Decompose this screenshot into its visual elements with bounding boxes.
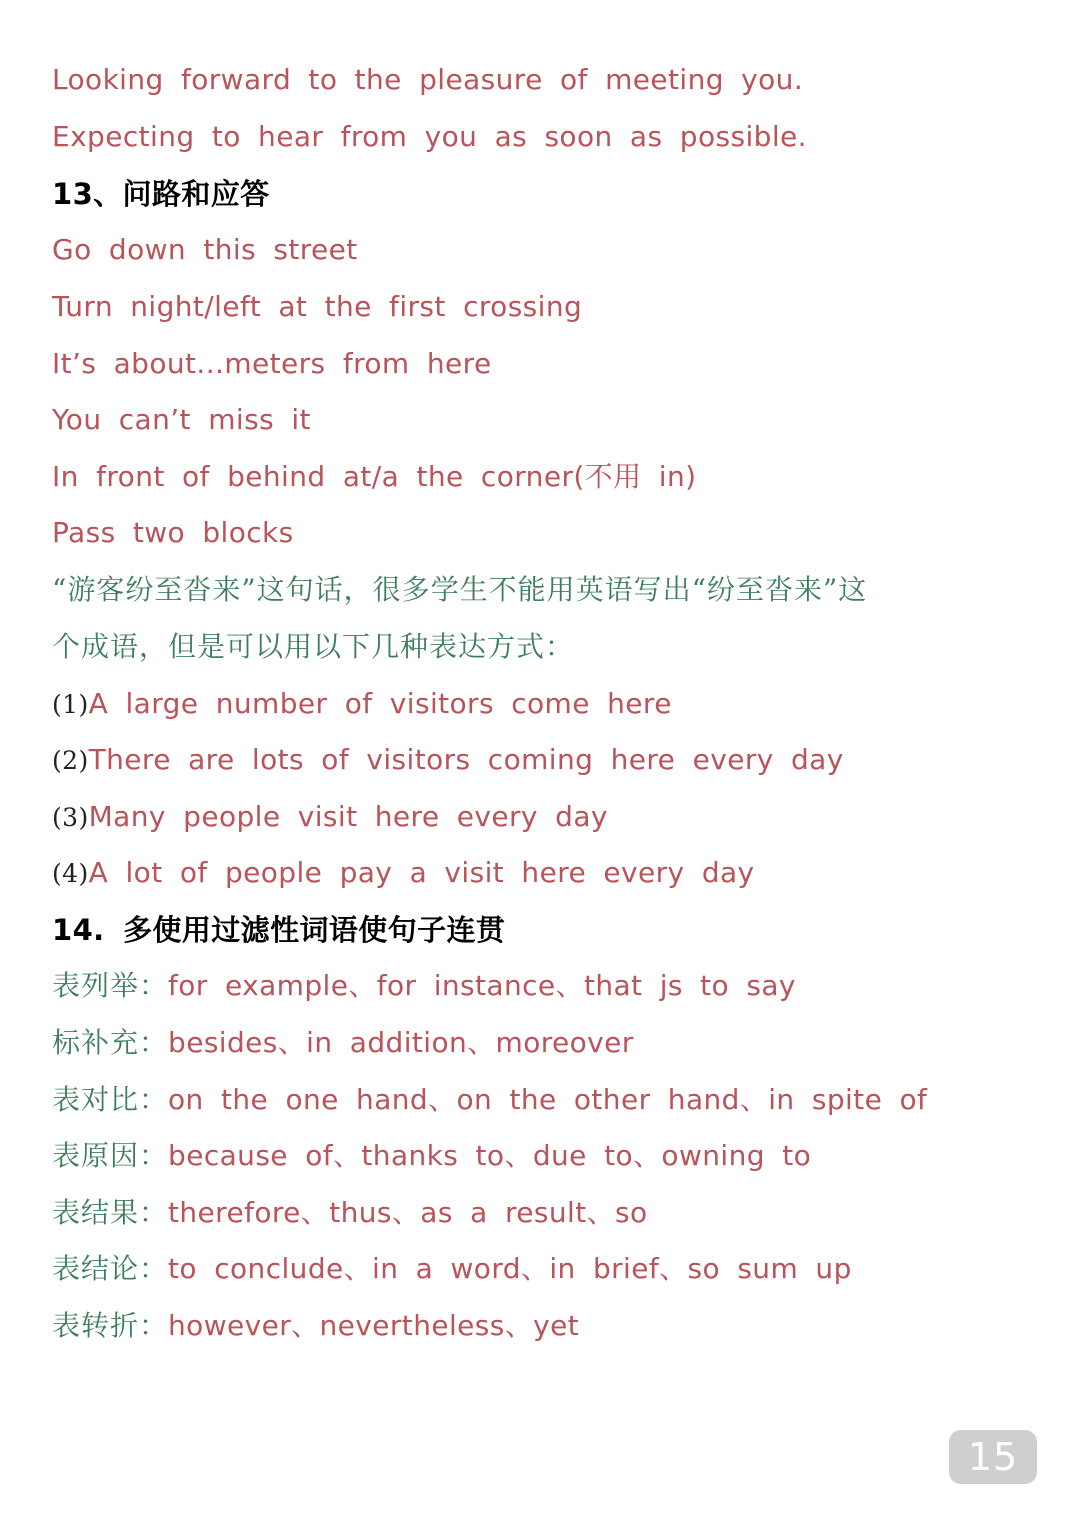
example-text: A large number of visitors come here — [88, 687, 672, 720]
example-item — [52, 797, 608, 838]
direction-phrase: Go down this street — [52, 233, 358, 266]
example-item — [52, 684, 672, 725]
connective-words: on the one hand、on the other hand、in spite of — [168, 1083, 928, 1116]
connective-row — [52, 1306, 579, 1346]
connective-category-label: 表结论： — [52, 1252, 169, 1285]
example-item — [52, 853, 755, 894]
connective-category-label: 表结果： — [52, 1196, 169, 1229]
direction-phrase: It’s about...meters from here — [52, 347, 492, 380]
example-number: (2) — [52, 746, 89, 775]
connective-words: besides、in addition、moreover — [168, 1026, 634, 1059]
direction-phrase: Turn night/left at the first crossing — [52, 290, 583, 323]
connective-words: therefore、thus、as a result、so — [168, 1196, 648, 1229]
connective-row — [52, 966, 796, 1006]
connective-row — [52, 1136, 811, 1176]
connective-words: for example、for instance、that js to say — [168, 969, 796, 1002]
idiom-explanation-line-1: “游客纷至沓来”这句话，很多学生不能用英语写出“纷至沓来”这 — [52, 573, 868, 606]
example-text: A lot of people pay a visit here every day — [88, 856, 755, 889]
connective-category-label: 表原因： — [52, 1139, 169, 1172]
direction-phrase: Pass two blocks — [52, 516, 294, 549]
example-item — [52, 740, 844, 781]
connective-words: to conclude、in a word、in brief、so sum up — [168, 1252, 852, 1285]
connective-category-label: 表对比： — [52, 1083, 169, 1116]
connective-row — [52, 1193, 648, 1233]
section-14-heading: 14. 多使用过滤性词语使句子连贯 — [52, 913, 506, 947]
connective-category-label: 表列举： — [52, 969, 169, 1002]
text-line-expecting: Expecting to hear from you as soon as possible. — [52, 120, 807, 153]
connective-row — [52, 1249, 852, 1289]
example-number: (4) — [52, 859, 89, 888]
connective-words: however、nevertheless、yet — [168, 1309, 580, 1342]
example-number: (3) — [52, 803, 89, 832]
connective-row — [52, 1023, 634, 1063]
example-text: Many people visit here every day — [88, 800, 608, 833]
example-text: There are lots of visitors coming here every day — [88, 743, 844, 776]
idiom-explanation-line-2: 个成语，但是可以用以下几种表达方式： — [52, 630, 575, 663]
section-13-heading: 13、问路和应答 — [52, 177, 270, 211]
connective-words: because of、thanks to、due to、owning to — [168, 1139, 812, 1172]
connective-row — [52, 1080, 927, 1120]
direction-phrase: You can’t miss it — [52, 403, 311, 436]
example-number: (1) — [52, 690, 89, 719]
page-number-badge: 15 — [949, 1430, 1037, 1484]
direction-phrase: In front of behind at/a the corner(不用 in) — [52, 460, 697, 493]
text-line-looking-forward: Looking forward to the pleasure of meeting you. — [52, 63, 804, 96]
connective-category-label: 标补充： — [52, 1026, 169, 1059]
connective-category-label: 表转折： — [52, 1309, 169, 1342]
